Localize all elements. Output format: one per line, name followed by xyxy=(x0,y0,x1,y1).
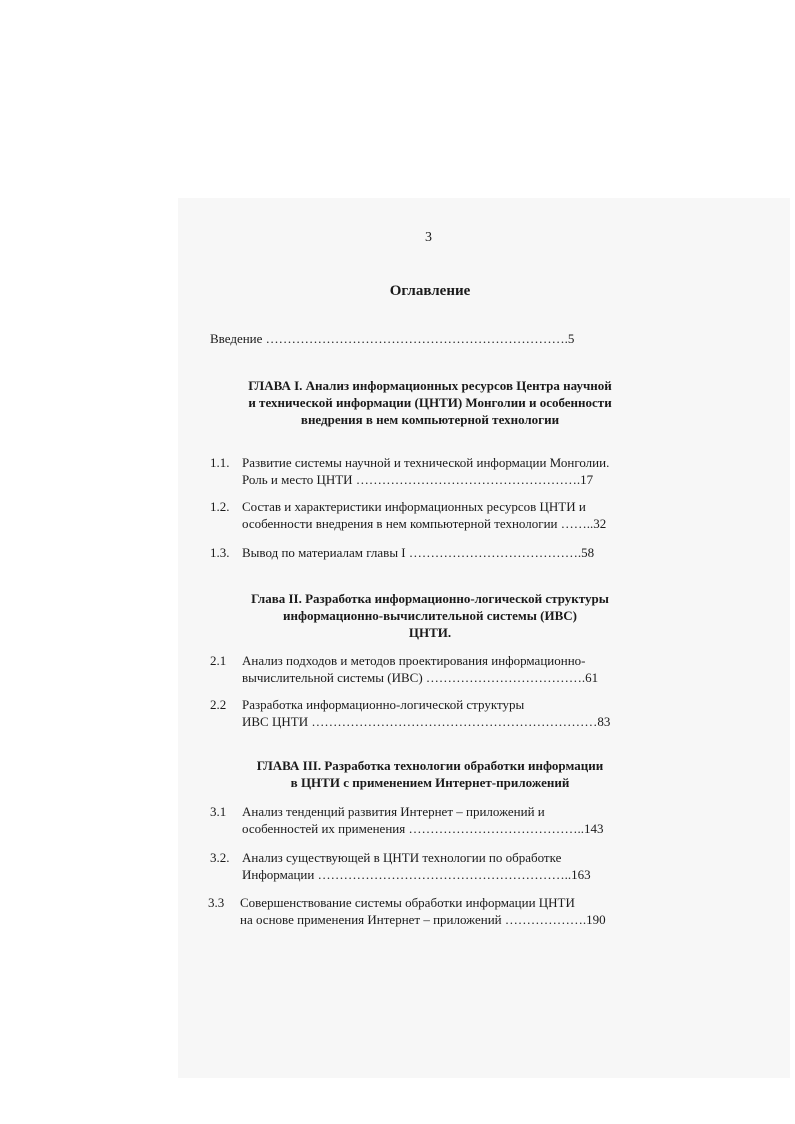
section-number: 3.3 xyxy=(208,895,225,910)
section-title: Совершенствование системы обработки информации ЦНТИ xyxy=(240,895,575,910)
section-title: Состав и характеристики информационных ресурсов ЦНТИ и xyxy=(242,499,586,514)
section-title-continuation: вычислительной системы (ИВС) ……………………………….61 xyxy=(242,670,599,685)
section-number: 1.3. xyxy=(210,545,230,560)
section-number: 2.2 xyxy=(210,697,227,712)
section-title-continuation: особенностей их применения …………………………………..143 xyxy=(242,821,604,836)
section-title-continuation: Информации …………………………………………………..163 xyxy=(242,867,591,882)
section-title: Анализ существующей в ЦНТИ технологии по обработке xyxy=(242,850,562,865)
toc-entry-intro: Введение …………………………………………………………….5 xyxy=(210,331,575,346)
section-title-continuation: ИВС ЦНТИ …………………………………………………………83 xyxy=(242,714,611,729)
chapter-1-heading-line-3: внедрения в нем компьютерной технологии xyxy=(300,412,560,427)
section-number: 1.2. xyxy=(210,499,230,514)
section-title: Развитие системы научной и технической информации Монголии. xyxy=(242,455,610,470)
section-title-continuation: Роль и место ЦНТИ …………………………………………….17 xyxy=(242,472,594,487)
section-number: 2.1 xyxy=(210,653,227,668)
section-title-continuation: на основе применения Интернет – приложений ……………….190 xyxy=(240,912,606,927)
chapter-2-heading-line-3: ЦНТИ. xyxy=(408,625,452,640)
section-number: 3.2. xyxy=(210,850,230,865)
section-title: Анализ тенденций развития Интернет – приложений и xyxy=(242,804,545,819)
chapter-1-heading-line-1: ГЛАВА I. Анализ информационных ресурсов Центра научной xyxy=(248,378,612,393)
chapter-3-heading-line-1: ГЛАВА III. Разработка технологии обработки информации xyxy=(256,758,604,773)
section-title: Вывод по материалам главы I ………………………………….58 xyxy=(242,545,595,560)
section-number: 3.1 xyxy=(210,804,227,819)
page-number: 3 xyxy=(425,230,432,245)
section-title: Анализ подходов и методов проектирования информационно- xyxy=(242,653,586,668)
toc-title: Оглавление xyxy=(389,283,471,299)
section-title-continuation: особенности внедрения в нем компьютерной технологии ……..32 xyxy=(242,516,607,531)
chapter-1-heading-line-2: и технической информации (ЦНТИ) Монголии и особенности xyxy=(248,395,612,410)
chapter-3-heading-line-2: в ЦНТИ с применением Интернет-приложений xyxy=(290,775,570,790)
chapter-2-heading-line-1: Глава II. Разработка информационно-логической структуры xyxy=(251,591,609,606)
section-number: 1.1. xyxy=(210,455,230,470)
section-title: Разработка информационно-логической структуры xyxy=(242,697,525,712)
chapter-2-heading-line-2: информационно-вычислительной системы (ИВС) xyxy=(283,608,577,623)
